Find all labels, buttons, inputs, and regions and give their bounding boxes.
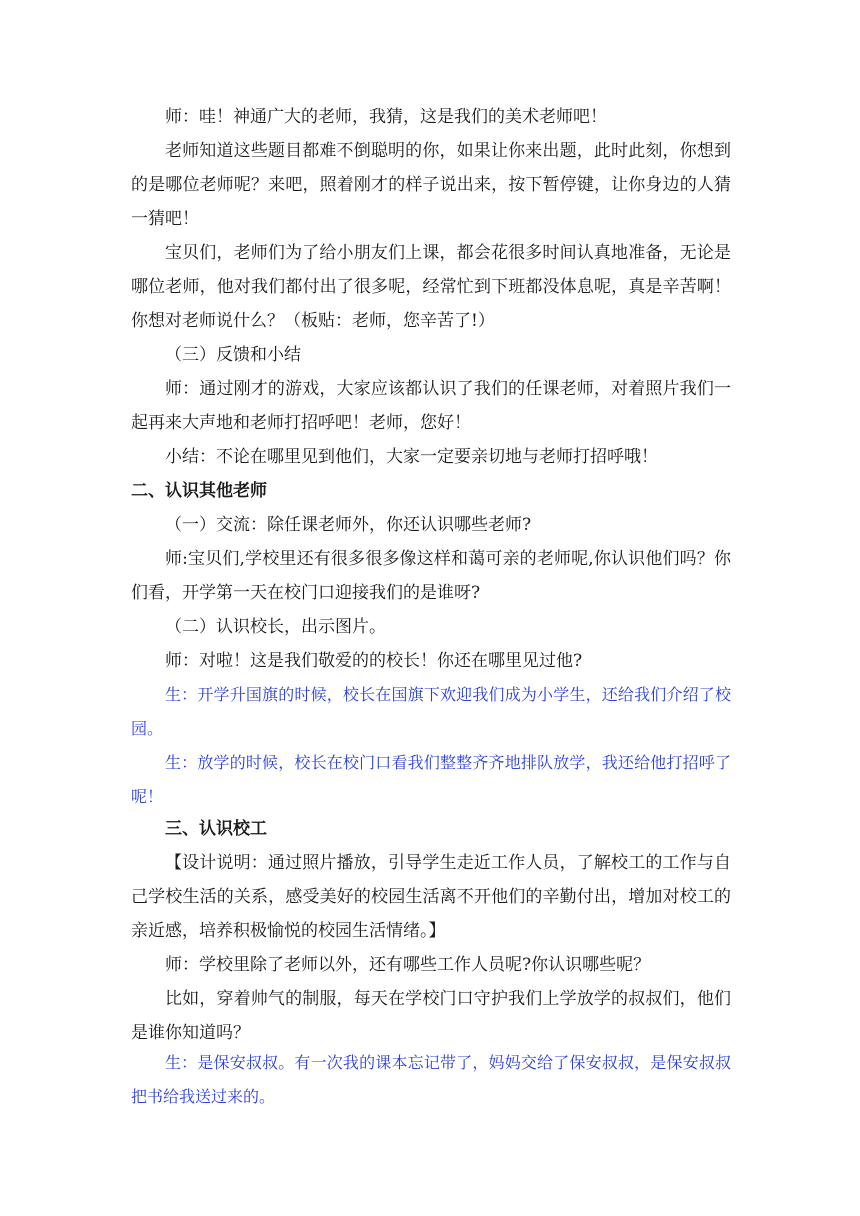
paragraph-design-note: 【设计说明：通过照片播放，引导学生走近工作人员，了解校工的工作与自己学校生活的关系，感受美好的校园生活离不开他们的辛勤付出，增加对校工的亲近感，培养积极愉悦的校园生活情绪。】 (131, 853, 731, 941)
student-answer-dismissal: 生：放学的时候，校长在校门口看我们整整齐齐地排队放学，我还给他打招呼了呢！ (131, 753, 731, 806)
paragraph-greet-teachers: 师：通过刚才的游戏，大家应该都认识了我们的任课老师，对着照片我们一起再来大声地和老师打招呼吧！老师，您好！ (131, 379, 731, 433)
subheading-exchange: （一）交流：除任课老师外，你还认识哪些老师? (165, 515, 532, 535)
paragraph-principal-intro: 师：对啦！这是我们敬爱的的校长！你还在哪里见过他? (165, 651, 583, 671)
paragraph-teacher-art: 师：哇！神通广大的老师，我猜，这是我们的美术老师吧！ (165, 107, 607, 127)
subheading-principal: （二）认识校长，出示图片。 (165, 617, 386, 637)
paragraph-teachers-hard-work: 宝贝们，老师们为了给小朋友们上课，都会花很多时间认真地准备，无论是哪位老师，他对我们都付出了很多呢，经常忙到下班都没体息呢，真是辛苦啊！你想对老师说什么？（板贴：老师，您辛苦了!） (131, 243, 731, 331)
paragraph-staff-question: 师：学校里除了老师以外，还有哪些工作人员呢?你认识哪些呢？ (165, 955, 651, 975)
section-heading-other-teachers: 二、认识其他老师 (131, 481, 267, 501)
student-answer-security: 生：是保安叔叔。有一次我的课本忘记带了，妈妈交给了保安叔叔，是保安叔叔把书给我送过来的。 (131, 1053, 731, 1106)
student-answer-flag: 生：开学升国旗的时候，校长在国旗下欢迎我们成为小学生，还给我们介绍了校园。 (131, 685, 731, 738)
paragraph-kind-teachers: 师:宝贝们,学校里还有很多很多像这样和蔼可亲的老师呢,你认识他们吗？你们看，开学第一天在校门口迎接我们的是谁呀? (131, 549, 731, 603)
paragraph-security-uniform: 比如，穿着帅气的制服，每天在学校门口守护我们上学放学的叔叔们，他们是谁你知道吗？ (131, 989, 731, 1043)
paragraph-summary: 小结：不论在哪里见到他们，大家一定要亲切地与老师打招呼哦！ (165, 447, 658, 467)
subheading-feedback-summary: （三）反馈和小结 (165, 345, 301, 365)
paragraph-ask-question: 老师知道这些题目都难不倒聪明的你，如果让你来出题，此时此刻，你想到的是哪位老师呢？来吧，照着刚才的样子说出来，按下暂停键，让你身边的人猜一猜吧！ (131, 141, 731, 229)
section-heading-school-staff: 三、认识校工 (165, 819, 267, 839)
